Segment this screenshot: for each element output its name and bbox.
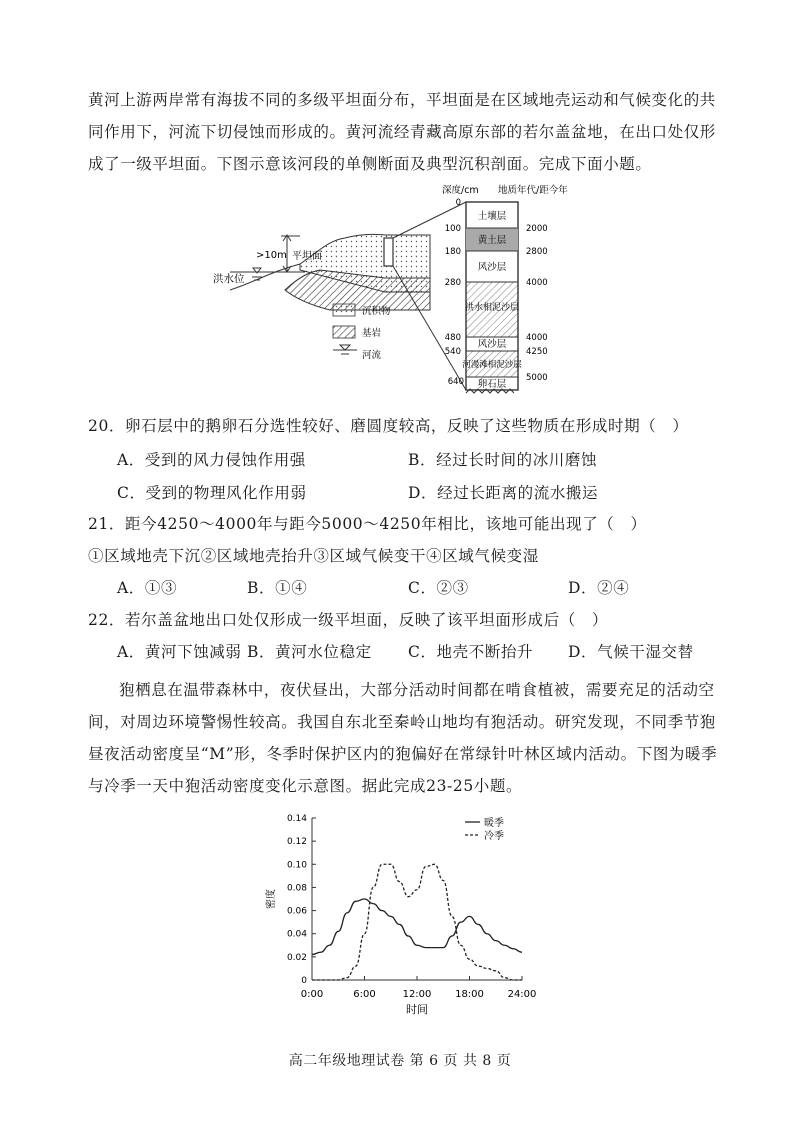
y-axis-label: 密度 xyxy=(266,889,277,909)
q22-option-a[interactable]: A．黄河下蚀减弱 xyxy=(117,643,242,661)
q22-option-d[interactable]: D．气候干湿交替 xyxy=(568,643,694,661)
age-tick: 4000 xyxy=(526,333,548,343)
layer-name: 卵石层 xyxy=(477,379,507,390)
legend-river-symbol xyxy=(333,345,357,354)
y-tick-label: 0 xyxy=(301,976,307,986)
depth-tick: 480 xyxy=(444,333,461,343)
depth-tick: 180 xyxy=(444,247,461,257)
page-footer: 高二年级地理试卷 第 6 页 共 8 页 xyxy=(288,1053,512,1069)
y-tick-label: 0.10 xyxy=(286,860,307,871)
x-tick-label: 12:00 xyxy=(402,989,432,1000)
activity-density-chart xyxy=(0,808,800,1028)
depth-tick: 640 xyxy=(447,377,464,387)
q22-stem: 22．若尔盖盆地出口处仅形成一级平坦面，反映了该平坦面形成后（ ） xyxy=(88,611,609,629)
y-tick-label: 0.12 xyxy=(286,837,307,848)
layer-name: 风沙层 xyxy=(477,262,507,273)
x-tick-label: 0:00 xyxy=(300,989,324,1000)
q20-option-c[interactable]: C．受到的物理风化作用弱 xyxy=(117,484,307,502)
layer-name: 黄土层 xyxy=(477,235,507,246)
y-tick-label: 0.02 xyxy=(286,952,307,963)
y-tick-label: 0.06 xyxy=(286,906,307,917)
x-axis-label: 时间 xyxy=(406,1003,428,1016)
legend-label: 冷季 xyxy=(484,831,504,842)
y-tick-label: 0.04 xyxy=(286,929,307,940)
series-line-cold xyxy=(312,864,522,980)
q21-choices: ①区域地壳下沉②区域地壳抬升③区域气候变干④区域气候变湿 xyxy=(88,547,539,565)
depth-tick: 540 xyxy=(444,347,461,357)
legend-sediment-label: 沉积物 xyxy=(362,306,391,317)
x-tick-label: 24:00 xyxy=(507,989,537,1000)
q21-option-a[interactable]: A．①③ xyxy=(117,579,178,597)
x-tick-label: 6:00 xyxy=(353,989,376,1000)
x-tick-label: 18:00 xyxy=(455,989,484,1000)
depth-tick: 280 xyxy=(444,278,461,288)
legend-label: 暖季 xyxy=(484,818,504,829)
series-line-warm xyxy=(312,899,522,955)
q21-stem: 21．距今4250～4000年与距今5000～4250年相比，该地可能出现了（ ） xyxy=(88,515,647,533)
passage-1: 黄河上游两岸常有海拔不同的多级平坦面分布，平坦面是在区域地壳运动和气候变化的共同作用下，河流下切侵蚀而形成的。黄河流经青藏高原东部的若尔盖盆地，在出口处仅形成了一级平坦面。下图示意该河段的单侧断面及典型沉积剖面。完成下面小题。 xyxy=(88,91,716,173)
depth-title: 深度/cm xyxy=(442,185,479,196)
q22-option-b[interactable]: B．黄河水位稳定 xyxy=(247,643,372,661)
q21-option-c[interactable]: C．②③ xyxy=(408,579,469,597)
age-tick: 2000 xyxy=(526,224,548,234)
y-tick-label: 0.14 xyxy=(286,814,307,824)
passage-2: 狍栖息在温带森林中，夜伏昼出，大部分活动时间都在啃食植被，需要充足的活动空间，对周边环境警惕性较高。我国自东北至秦岭山地均有狍活动。研究发现，不同季节狍昼夜活动密度呈“M”形，冬季时保护区内的狍偏好在常绿针叶林区域内活动。下图为暖季与冷季一天中狍活动密度变化示意图。据此完成23-25小题。 xyxy=(88,681,718,795)
age-tick: 2800 xyxy=(526,247,548,257)
sample-box xyxy=(384,238,393,266)
legend-river-label: 河流 xyxy=(362,350,382,361)
legend-bedrock-label: 基岩 xyxy=(362,328,382,339)
q21-option-d[interactable]: D．②④ xyxy=(568,579,630,597)
river-section-figure xyxy=(0,180,800,410)
y-tick-label: 0.08 xyxy=(286,883,307,894)
flood-level-label: 洪水位 xyxy=(213,273,245,285)
q20-option-d[interactable]: D．经过长距离的流水搬运 xyxy=(408,484,599,502)
q20-option-a[interactable]: A．受到的风力侵蚀作用强 xyxy=(117,451,306,469)
age-tick: 4000 xyxy=(526,278,548,288)
age-tick: 4250 xyxy=(526,347,548,357)
layer-name: 风沙层 xyxy=(477,339,507,350)
age-tick: 5000 xyxy=(526,373,548,383)
q21-option-b[interactable]: B．①④ xyxy=(247,579,308,597)
layer-name: 土壤层 xyxy=(477,211,507,222)
age-title: 地质年代/距今年 xyxy=(498,185,568,196)
layer-name: 洪水相泥沙层 xyxy=(464,303,520,313)
layer-name: 河漫滩相泥沙层 xyxy=(462,360,522,370)
legend-sediment-swatch xyxy=(333,304,355,316)
q20-option-b[interactable]: B．经过长时间的冰川磨蚀 xyxy=(408,451,598,469)
q20-stem: 20．卵石层中的鹅卵石分选性较好、磨圆度较高，反映了这些物质在形成时期（ ） xyxy=(88,417,689,435)
depth-tick: 100 xyxy=(444,224,461,234)
legend-bedrock-swatch xyxy=(333,326,355,338)
q22-option-c[interactable]: C．地壳不断抬升 xyxy=(408,643,534,661)
flat-surface-label: 平坦面 xyxy=(292,251,322,262)
depth-tick: 0 xyxy=(455,198,461,208)
height-label: >10m xyxy=(256,250,287,261)
